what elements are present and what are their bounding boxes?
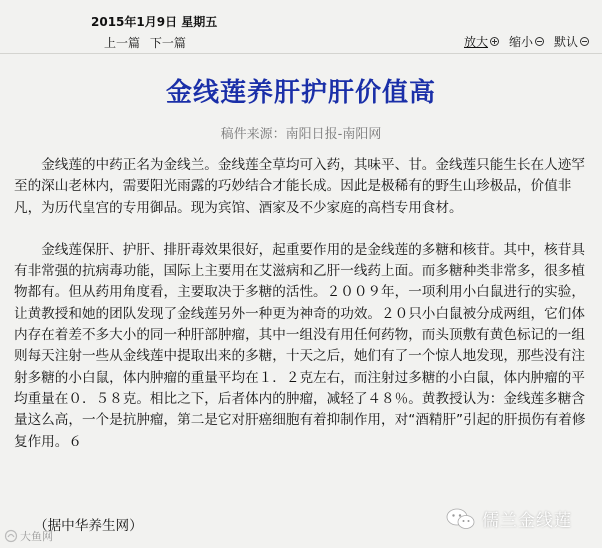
- zoom-out-button[interactable]: [509, 33, 544, 50]
- account-name: 儒兰金线莲: [482, 511, 572, 531]
- watermark-logo-icon: [4, 529, 18, 543]
- wechat-icon: [446, 507, 476, 531]
- zoom-in-button[interactable]: [464, 33, 499, 50]
- corner-watermark-text: 大鱼网: [20, 530, 53, 543]
- zoom-default-button[interactable]: [554, 33, 589, 50]
- prev-article-link[interactable]: 上一篇: [104, 36, 141, 50]
- zoom-in-label: 放大: [464, 35, 489, 49]
- zoom-in-icon: [490, 37, 499, 46]
- article-paragraph: 金线莲的中药正名为金线兰。金线莲全草均可入药，其味平、甘。金线莲只能生长在人迹罕至的深山老林内，需要阳光雨露的巧妙结合才能长成。因此是极稀有的野生山珍极品，价值非凡，为历代皇宫的专用御品。现为宾馆、酒家及不少家庭的高档专用食材。: [14, 157, 585, 216]
- article-nav: [104, 34, 192, 51]
- next-article-link[interactable]: 下一篇: [149, 36, 186, 50]
- zoom-default-icon: [580, 37, 589, 46]
- date-label: 2015年1月9日 星期五: [91, 15, 218, 29]
- article-paragraph: 金线莲保肝、护肝、排肝毒效果很好，起重要作用的是金线莲的多糖和核苷。其中，核苷具有非常强的抗病毒功能，国际上主要用在艾滋病和乙肝一线药上面。而多糖种类非常多，很多植物都有。但从药用角度看，主要取决于多糖的活性。２００９年，一项利用小白鼠进行的实验，让黄教授和她的团队发现了金线莲另外一种更为神奇的功效。２０只小白鼠被分成两组，它们体内存在着差不多大小的同一种肝部肿瘤，其中一组没有用任何药物，而头顶敷有黄色标记的一组则每天注射一些从金线莲中提取出来的多糖，十天之后，她们有了一个惊人地发现，那些没有注射多糖的小白鼠，体内肿瘤的重量平均在１．２克左右，而注射过多糖的小白鼠，体内肿瘤的平均重量在０．５８克。相比之下，后者体内的肿瘤，减轻了４８％。黄教授认为：金线莲多糖含量这么高，一个是抗肿瘤，第二是它对肝癌细胞有着抑制作用，对“酒精肝”引起的肝损伤有着修复作用。６: [14, 241, 586, 450]
- article-source: 稿件来源：南阳日报-南阳网: [220, 127, 382, 142]
- article-credit: （据中华养生网）: [34, 518, 143, 534]
- header-divider: [0, 53, 602, 54]
- article-body: [14, 155, 592, 453]
- zoom-controls: [464, 33, 589, 50]
- zoom-default-label: 默认: [554, 35, 579, 49]
- zoom-out-icon: [535, 37, 544, 46]
- page-header: [0, 0, 602, 54]
- article-title: 金线莲养肝护肝价值高: [165, 78, 436, 108]
- corner-watermark: [4, 528, 53, 544]
- account-watermark: [446, 506, 572, 531]
- zoom-out-label: 缩小: [509, 35, 534, 49]
